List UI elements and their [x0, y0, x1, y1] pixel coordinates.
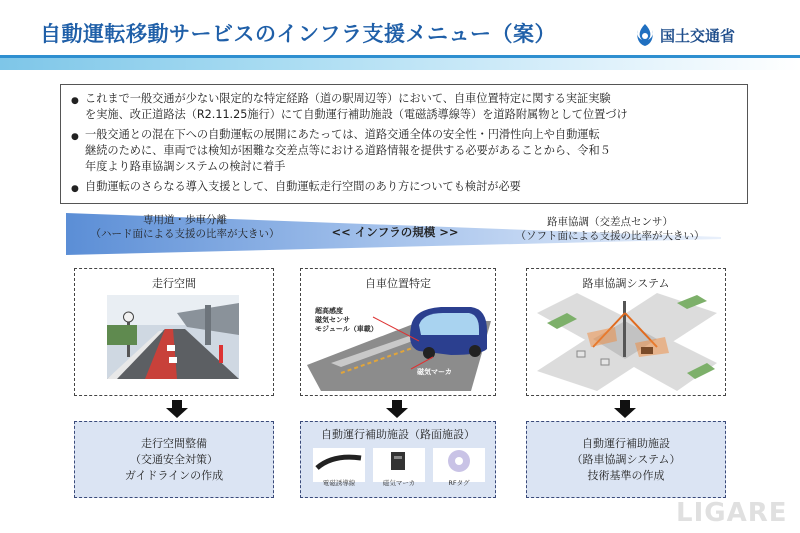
rf-tag-image [433, 448, 485, 487]
sensor-annotation [315, 307, 378, 334]
measure-line: （路車協調システム） [571, 453, 681, 466]
sensor-annotation-line: 超高感度 [315, 307, 343, 315]
bullet-item [71, 127, 735, 175]
bullet-text: 継続のために、車両では検知が困難な交差点等における道路情報を提供する必要があることから、令和５ [85, 144, 611, 157]
page-title: 自動運転移動サービスのインフラ支援メニュー（案） [40, 22, 556, 46]
bullet-text: 年度より路車協調システムの検討に着手 [85, 160, 286, 173]
measure-line: （交通安全対策） [130, 453, 218, 466]
sensor-annotation-line: モジュール（車載） [315, 325, 378, 333]
road-space-label: 走行空間 [152, 277, 196, 290]
summary-box [60, 84, 748, 204]
scale-right-label [500, 215, 720, 243]
marker-annotation: 磁気マーカ [417, 368, 452, 376]
ministry-logo [634, 22, 735, 48]
road-space-photo [107, 295, 239, 379]
cooperative-measure-box [526, 421, 726, 498]
scale-left-label [70, 213, 300, 241]
product-label: RFタグ [448, 479, 470, 487]
watermark: LIGARE [676, 498, 788, 528]
cooperative-system-box [526, 268, 726, 396]
mlit-logo-icon [634, 22, 656, 48]
road-facility-measure-box [300, 421, 496, 498]
bullet-text: これまで一般交通が少ない限定的な特定経路（道の駅周辺等）において、自車位置特定に関する実証実験 [85, 92, 611, 105]
cooperative-system-label: 路車協調システム [582, 277, 670, 290]
scale-right-note: （ソフト面による支援の比率が大きい） [515, 230, 705, 242]
magnetic-marker-image [373, 448, 425, 487]
bullet-dot-icon: ● [71, 132, 79, 142]
road-space-measure-box [74, 421, 274, 498]
measure-line: 技術基準の作成 [587, 469, 665, 482]
ministry-name: 国土交通省 [660, 26, 736, 45]
position-box [300, 268, 496, 396]
product-label: 電磁誘導線 [322, 479, 356, 487]
bullet-text: 自動運転のさらなる導入支援として、自動運転走行空間のあり方についても検討が必要 [85, 180, 521, 193]
scale-center-label: << インフラの規模 >> [331, 225, 459, 239]
intersection-illustration [537, 293, 717, 391]
bullet-dot-icon: ● [71, 184, 79, 194]
measure-line: ガイドラインの作成 [124, 469, 224, 482]
bullet-dot-icon: ● [71, 96, 79, 106]
measure-line: 走行空間整備 [141, 437, 207, 450]
road-space-box [74, 268, 274, 396]
sensor-annotation-line: 磁気センサ [315, 316, 350, 324]
down-arrow-icon [614, 400, 636, 418]
position-label: 自車位置特定 [365, 277, 431, 290]
scale-left-title: 専用道・歩車分離 [143, 214, 227, 226]
scale-left-note: （ハード面による支援の比率が大きい） [90, 228, 280, 240]
scale-right-title: 路車協調（交差点センサ） [547, 216, 673, 228]
bullet-text: 一般交通との混在下への自動運転の展開にあたっては、道路交通全体の安全性・円滑性向上や自動運転 [85, 128, 600, 141]
induction-wire-image [313, 448, 365, 487]
title-gradient-bar [0, 58, 800, 70]
bullet-item [71, 91, 735, 123]
measure-line: 自動運行補助施設 [582, 437, 670, 450]
facility-title: 自動運行補助施設（路面施設） [321, 428, 475, 441]
vehicle-illustration [301, 291, 495, 391]
product-label: 磁気マーカ [382, 479, 416, 487]
bullet-item [71, 179, 735, 197]
bullet-text: を実施、改正道路法（R2.11.25施行）にて自動運行補助施設（電磁誘導線等）を道路附属物として位置づけ [85, 108, 628, 121]
down-arrow-icon [166, 400, 188, 418]
down-arrow-icon [386, 400, 408, 418]
